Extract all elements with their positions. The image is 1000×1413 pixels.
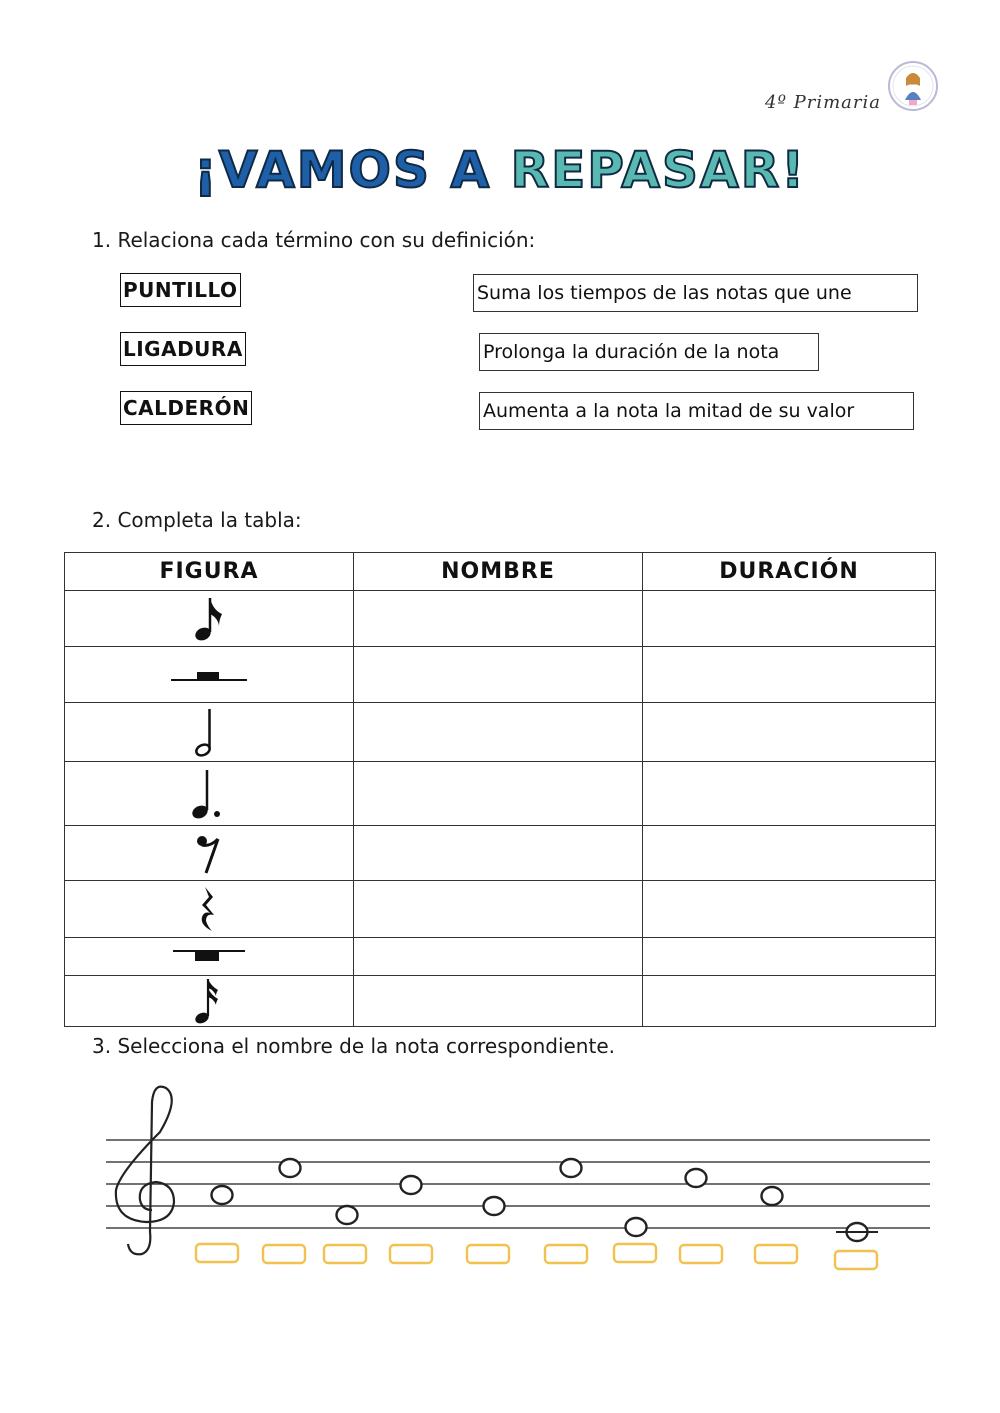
duracion-cell[interactable] xyxy=(643,647,936,703)
table-row xyxy=(65,762,936,826)
duracion-cell[interactable] xyxy=(643,976,936,1027)
nombre-cell[interactable] xyxy=(354,703,643,762)
duracion-cell[interactable] xyxy=(643,938,936,976)
term-ligadura[interactable]: LIGADURA xyxy=(120,332,246,366)
term-calderon[interactable]: CALDERÓN xyxy=(120,391,252,425)
note-9 xyxy=(762,1187,783,1205)
figure-cell xyxy=(65,826,354,881)
page-title xyxy=(0,138,1000,202)
nombre-cell[interactable] xyxy=(354,938,643,976)
note-2 xyxy=(280,1159,301,1177)
table-row xyxy=(65,826,936,881)
figure-cell xyxy=(65,881,354,938)
nombre-cell[interactable] xyxy=(354,647,643,703)
definition-1[interactable]: Suma los tiempos de las notas que une xyxy=(473,274,918,312)
figure-cell xyxy=(65,647,354,703)
note-8 xyxy=(686,1169,707,1187)
answer-box-4[interactable] xyxy=(390,1245,432,1263)
duracion-cell[interactable] xyxy=(643,762,936,826)
staff-lines xyxy=(106,1140,930,1228)
title-part-1: ¡VAMOS A xyxy=(193,141,511,199)
duracion-cell[interactable] xyxy=(643,591,936,647)
note-5 xyxy=(484,1197,505,1215)
answer-boxes xyxy=(196,1244,877,1269)
note-4 xyxy=(401,1176,422,1194)
music-staff xyxy=(100,1072,940,1282)
note-7 xyxy=(626,1218,647,1236)
answer-box-10[interactable] xyxy=(835,1251,877,1269)
table-header-row xyxy=(65,553,936,591)
treble-clef-icon xyxy=(116,1087,174,1255)
duracion-cell[interactable] xyxy=(643,703,936,762)
figure-cell xyxy=(65,703,354,762)
nombre-cell[interactable] xyxy=(354,762,643,826)
title-part-2: REPASAR! xyxy=(510,141,806,199)
answer-box-3[interactable] xyxy=(324,1245,366,1263)
header-figura: FIGURA xyxy=(65,553,354,591)
term-puntillo[interactable]: PUNTILLO xyxy=(120,273,241,307)
note-1 xyxy=(212,1186,233,1204)
question-1-instruction: 1. Relaciona cada término con su definición: xyxy=(92,228,536,252)
note-6 xyxy=(561,1159,582,1177)
note-3 xyxy=(337,1206,358,1224)
duracion-cell[interactable] xyxy=(643,881,936,938)
grade-label: 4º Primaria xyxy=(765,92,882,113)
figure-cell xyxy=(65,762,354,826)
table-row xyxy=(65,703,936,762)
nombre-cell[interactable] xyxy=(354,881,643,938)
half-rest-icon xyxy=(169,660,249,690)
table-row xyxy=(65,938,936,976)
whole-rest-icon xyxy=(169,944,249,970)
table-row xyxy=(65,881,936,938)
answer-box-8[interactable] xyxy=(680,1245,722,1263)
teacher-avatar-icon xyxy=(887,60,939,112)
figure-cell xyxy=(65,976,354,1027)
figure-cell xyxy=(65,938,354,976)
definition-3[interactable]: Aumenta a la nota la mitad de su valor xyxy=(479,392,914,430)
eighth-rest-icon xyxy=(194,831,224,875)
question-2-instruction: 2. Completa la tabla: xyxy=(92,508,302,532)
answer-box-6[interactable] xyxy=(545,1245,587,1263)
eighth-note-icon xyxy=(189,594,229,644)
table-row xyxy=(65,976,936,1027)
answer-box-5[interactable] xyxy=(467,1245,509,1263)
nombre-cell[interactable] xyxy=(354,976,643,1027)
quarter-rest-icon xyxy=(196,885,222,933)
table-row xyxy=(65,591,936,647)
half-note-icon xyxy=(189,705,229,759)
answer-box-9[interactable] xyxy=(755,1245,797,1263)
question-3-instruction: 3. Selecciona el nombre de la nota correspondiente. xyxy=(92,1034,615,1058)
table-row xyxy=(65,647,936,703)
nombre-cell[interactable] xyxy=(354,591,643,647)
definition-2[interactable]: Prolonga la duración de la nota xyxy=(479,333,819,371)
answer-box-1[interactable] xyxy=(196,1244,238,1262)
duracion-cell[interactable] xyxy=(643,826,936,881)
header-nombre: NOMBRE xyxy=(354,553,643,591)
nombre-cell[interactable] xyxy=(354,826,643,881)
figure-cell xyxy=(65,591,354,647)
header-duracion: DURACIÓN xyxy=(643,553,936,591)
figures-table xyxy=(64,552,935,1027)
answer-box-2[interactable] xyxy=(263,1245,305,1263)
dotted-quarter-note-icon xyxy=(187,766,231,822)
sixteenth-note-icon xyxy=(192,976,226,1026)
answer-box-7[interactable] xyxy=(614,1244,656,1262)
